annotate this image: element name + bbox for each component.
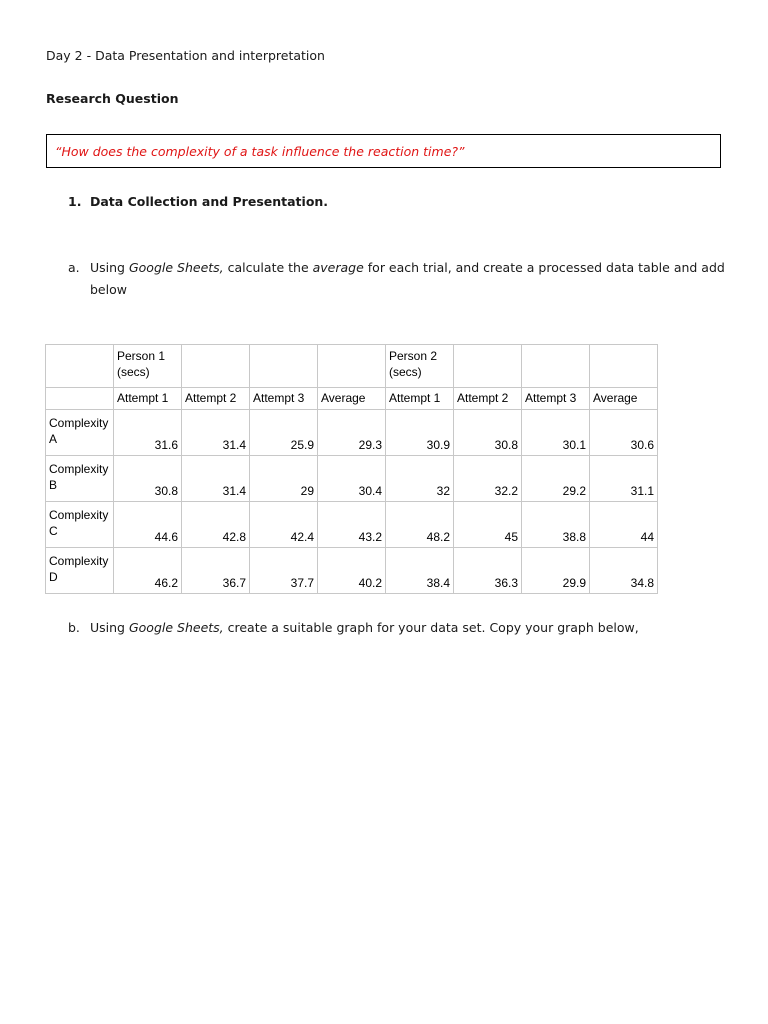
table-group-header-cell — [522, 345, 590, 388]
table-cell-value: 44.6 — [114, 502, 182, 548]
table-cell-value: 32.2 — [454, 456, 522, 502]
table-cell-value: 32 — [386, 456, 454, 502]
table-group-header-cell: Person 1 (secs) — [114, 345, 182, 388]
table-cell-value: 43.2 — [318, 502, 386, 548]
table-row-label: Complexity D — [46, 548, 114, 594]
instruction-text: Using — [90, 620, 129, 635]
table-cell-value: 38.8 — [522, 502, 590, 548]
instruction-b — [68, 620, 639, 636]
table-row — [46, 502, 658, 548]
table-cell-value: 44 — [590, 502, 658, 548]
table-cell-value: 30.8 — [454, 410, 522, 456]
instruction-a-continued: below — [90, 282, 127, 297]
table-column-header-cell: Average — [590, 388, 658, 410]
table-cell-value: 30.9 — [386, 410, 454, 456]
table-row — [46, 456, 658, 502]
table-cell-value: 29.3 — [318, 410, 386, 456]
instruction-a — [68, 260, 725, 276]
research-question-text: “How does the complexity of a task influence the reaction time?” — [55, 144, 465, 159]
instruction-tool-name: Google Sheets, — [128, 260, 224, 275]
table-corner-cell — [46, 345, 114, 388]
table-column-header-cell: Average — [318, 388, 386, 410]
list-number: 1. — [68, 194, 82, 209]
table-column-header-cell: Attempt 3 — [522, 388, 590, 410]
processed-data-table — [45, 344, 658, 594]
table-group-header-row — [46, 345, 658, 388]
table-group-header-cell — [182, 345, 250, 388]
table-column-header-cell: Attempt 1 — [386, 388, 454, 410]
table-cell-value: 38.4 — [386, 548, 454, 594]
table-row-label: Complexity A — [46, 410, 114, 456]
table-row-label: Complexity C — [46, 502, 114, 548]
table-cell-value: 31.6 — [114, 410, 182, 456]
instruction-tool-name: Google Sheets, — [128, 620, 224, 635]
table-group-header-cell — [250, 345, 318, 388]
table-group-header-cell — [590, 345, 658, 388]
table-cell-value: 46.2 — [114, 548, 182, 594]
table-cell-value: 34.8 — [590, 548, 658, 594]
table-cell-value: 25.9 — [250, 410, 318, 456]
table-column-header-cell: Attempt 3 — [250, 388, 318, 410]
table-column-header-cell: Attempt 2 — [454, 388, 522, 410]
table-cell-value: 31.4 — [182, 456, 250, 502]
table-cell-value: 42.4 — [250, 502, 318, 548]
table-group-header-cell — [454, 345, 522, 388]
list-letter: a. — [68, 260, 80, 275]
table-cell-value: 31.4 — [182, 410, 250, 456]
table-row — [46, 548, 658, 594]
table-cell-value: 45 — [454, 502, 522, 548]
table-corner-cell — [46, 388, 114, 410]
table-cell-value: 31.1 — [590, 456, 658, 502]
list-letter: b. — [68, 620, 80, 635]
instruction-emphasis: average — [312, 260, 364, 275]
table-cell-value: 30.4 — [318, 456, 386, 502]
table-group-header-cell — [318, 345, 386, 388]
research-question-box — [46, 134, 721, 168]
instruction-text: create a suitable graph for your data set. Copy your graph below, — [223, 620, 639, 635]
table-cell-value: 29.9 — [522, 548, 590, 594]
table-cell-value: 36.3 — [454, 548, 522, 594]
table-row-label: Complexity B — [46, 456, 114, 502]
table-cell-value: 48.2 — [386, 502, 454, 548]
table-cell-value: 29 — [250, 456, 318, 502]
table-cell-value: 30.6 — [590, 410, 658, 456]
table-group-header-cell: Person 2 (secs) — [386, 345, 454, 388]
table-cell-value: 36.7 — [182, 548, 250, 594]
table-cell-value: 29.2 — [522, 456, 590, 502]
research-question-heading: Research Question — [46, 91, 179, 106]
section-label: Data Collection and Presentation. — [90, 194, 329, 209]
table-cell-value: 40.2 — [318, 548, 386, 594]
table-column-header-row — [46, 388, 658, 410]
table-cell-value: 42.8 — [182, 502, 250, 548]
table-row — [46, 410, 658, 456]
section-heading-data-collection — [68, 194, 328, 210]
instruction-text: calculate the — [223, 260, 313, 275]
instruction-text: Using — [90, 260, 129, 275]
document-title: Day 2 - Data Presentation and interpretation — [46, 48, 325, 63]
table-cell-value: 30.1 — [522, 410, 590, 456]
instruction-text: for each trial, and create a processed data table and add — [363, 260, 725, 275]
table-column-header-cell: Attempt 1 — [114, 388, 182, 410]
table-cell-value: 37.7 — [250, 548, 318, 594]
table-cell-value: 30.8 — [114, 456, 182, 502]
table-column-header-cell: Attempt 2 — [182, 388, 250, 410]
